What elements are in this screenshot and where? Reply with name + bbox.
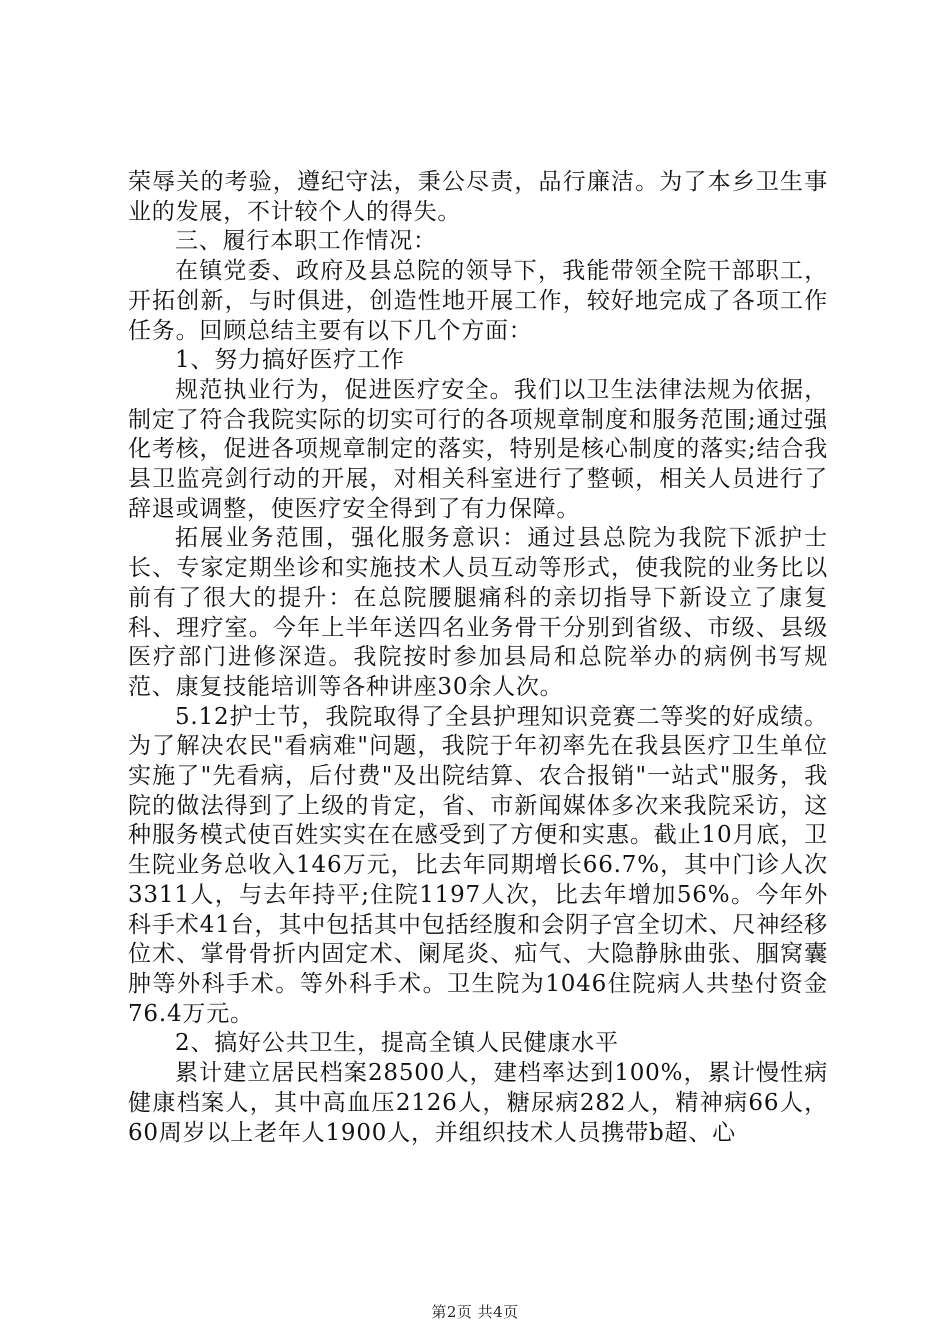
paragraph-6: 累计建立居民档案28500人，建档率达到100%，累计慢性病健康档案人，其中高血压2126人，糖尿病282人，精神病66人，60周岁以上老年人1900人，并组织技术人员携带b超、心 bbox=[128, 1060, 828, 1146]
subheading-2: 2、搞好公共卫生，提高全镇人民健康水平 bbox=[175, 1030, 619, 1057]
page-footer bbox=[0, 1301, 950, 1322]
page-number-label: 第2页 共4页 bbox=[431, 1303, 519, 1321]
paragraph-5: 5.12护士节，我院取得了全县护理知识竞赛二等奖的好成绩。为了解决农民"看病难"问题，我院于年初率先在我县医疗卫生单位实施了"先看病，后付费"及出院结算、农合报销"一站式"服务，我院的做法得到了上级的肯定，省、市新闻媒体多次来我院采访，这种服务模式使百姓实实在在感受到了方便和实惠。截止10月底，卫生院业务总收入146万元，比去年同期增长66.7%，其中门诊人次3311人，与去年持平;住院1197人次，比去年增加56%。今年外科手术41台，其中包括其中包括经腹和会阴子宫全切术、尺神经移位术、掌骨骨折内固定术、阑尾炎、疝气、大隐静脉曲张、腘窝囊肿等外科手术。等外科手术。卫生院为1046住院病人共垫付资金76.4万元。 bbox=[128, 703, 828, 1027]
paragraph-1: 荣辱关的考验，遵纪守法，秉公尽责，品行廉洁。为了本乡卫生事业的发展，不计较个人的得失。 bbox=[128, 169, 828, 225]
paragraph-4: 拓展业务范围，强化服务意识：通过县总院为我院下派护士长、专家定期坐诊和实施技术人员互动等形式，使我院的业务比以前有了很大的提升：在总院腰腿痛科的亲切指导下新设立了康复科、理疗室。今年上半年送四名业务骨干分别到省级、市级、县级医疗部门进修深造。我院按时参加县局和总院举办的病例书写规范、康复技能培训等各种讲座30余人次。 bbox=[128, 525, 828, 700]
section-heading-3: 三、履行本职工作情况： bbox=[175, 228, 437, 255]
paragraph-2: 在镇党委、政府及县总院的领导下，我能带领全院干部职工，开拓创新，与时俱进，创造性地开展工作，较好地完成了各项工作任务。回顾总结主要有以下几个方面： bbox=[128, 258, 828, 344]
paragraph-3: 规范执业行为，促进医疗安全。我们以卫生法律法规为依据，制定了符合我院实际的切实可行的各项规章制度和服务范围;通过强化考核，促进各项规章制定的落实，特别是核心制度的落实;结合我县卫监亮剑行动的开展，对相关科室进行了整顿，相关人员进行了辞退或调整，使医疗安全得到了有力保障。 bbox=[128, 376, 828, 522]
subheading-1: 1、努力搞好医疗工作 bbox=[175, 347, 405, 374]
document-body bbox=[128, 168, 828, 1148]
